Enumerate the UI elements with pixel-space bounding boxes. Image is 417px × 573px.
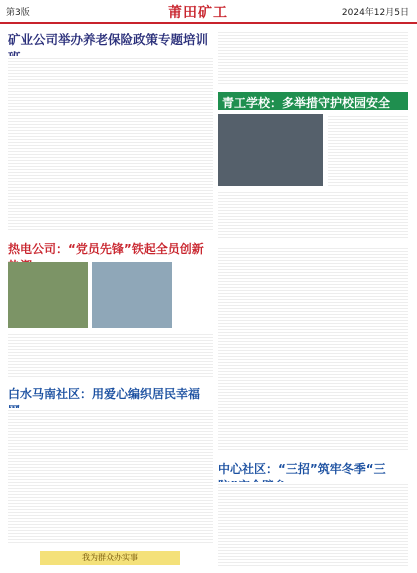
article-body-placeholder [218,30,408,85]
masthead: 莆田矿工 [168,5,228,21]
photo [218,114,323,186]
edition-label: 第3版 [6,8,30,18]
headline-campus-safety: 青工学校：多举措守护校园安全 [218,92,408,110]
page-header [0,0,417,24]
article-body-placeholder [8,332,213,378]
article-body-placeholder [328,114,408,186]
article-body-placeholder [218,190,408,240]
headline-pension-training: 矿业公司举办养老保险政策专题培训 [8,32,209,47]
headline-community-care: 白水马南社区：用爱心编织居民幸福 [8,387,201,401]
article-body-placeholder [8,408,213,545]
article-body-placeholder [218,246,408,451]
article-body-placeholder [218,482,408,567]
photo [92,262,172,328]
issue-date: 2024年12月5日 [341,8,409,18]
article-body-placeholder [8,56,213,232]
column-badge: 我为群众办实事 [40,551,180,565]
headline-party-innovation: 热电公司：“党员先锋”铁起全员创新 [8,242,204,256]
headline-winter-safety: 中心社区：“三招”筑牢冬季“三 [218,462,386,476]
photo [8,262,88,328]
